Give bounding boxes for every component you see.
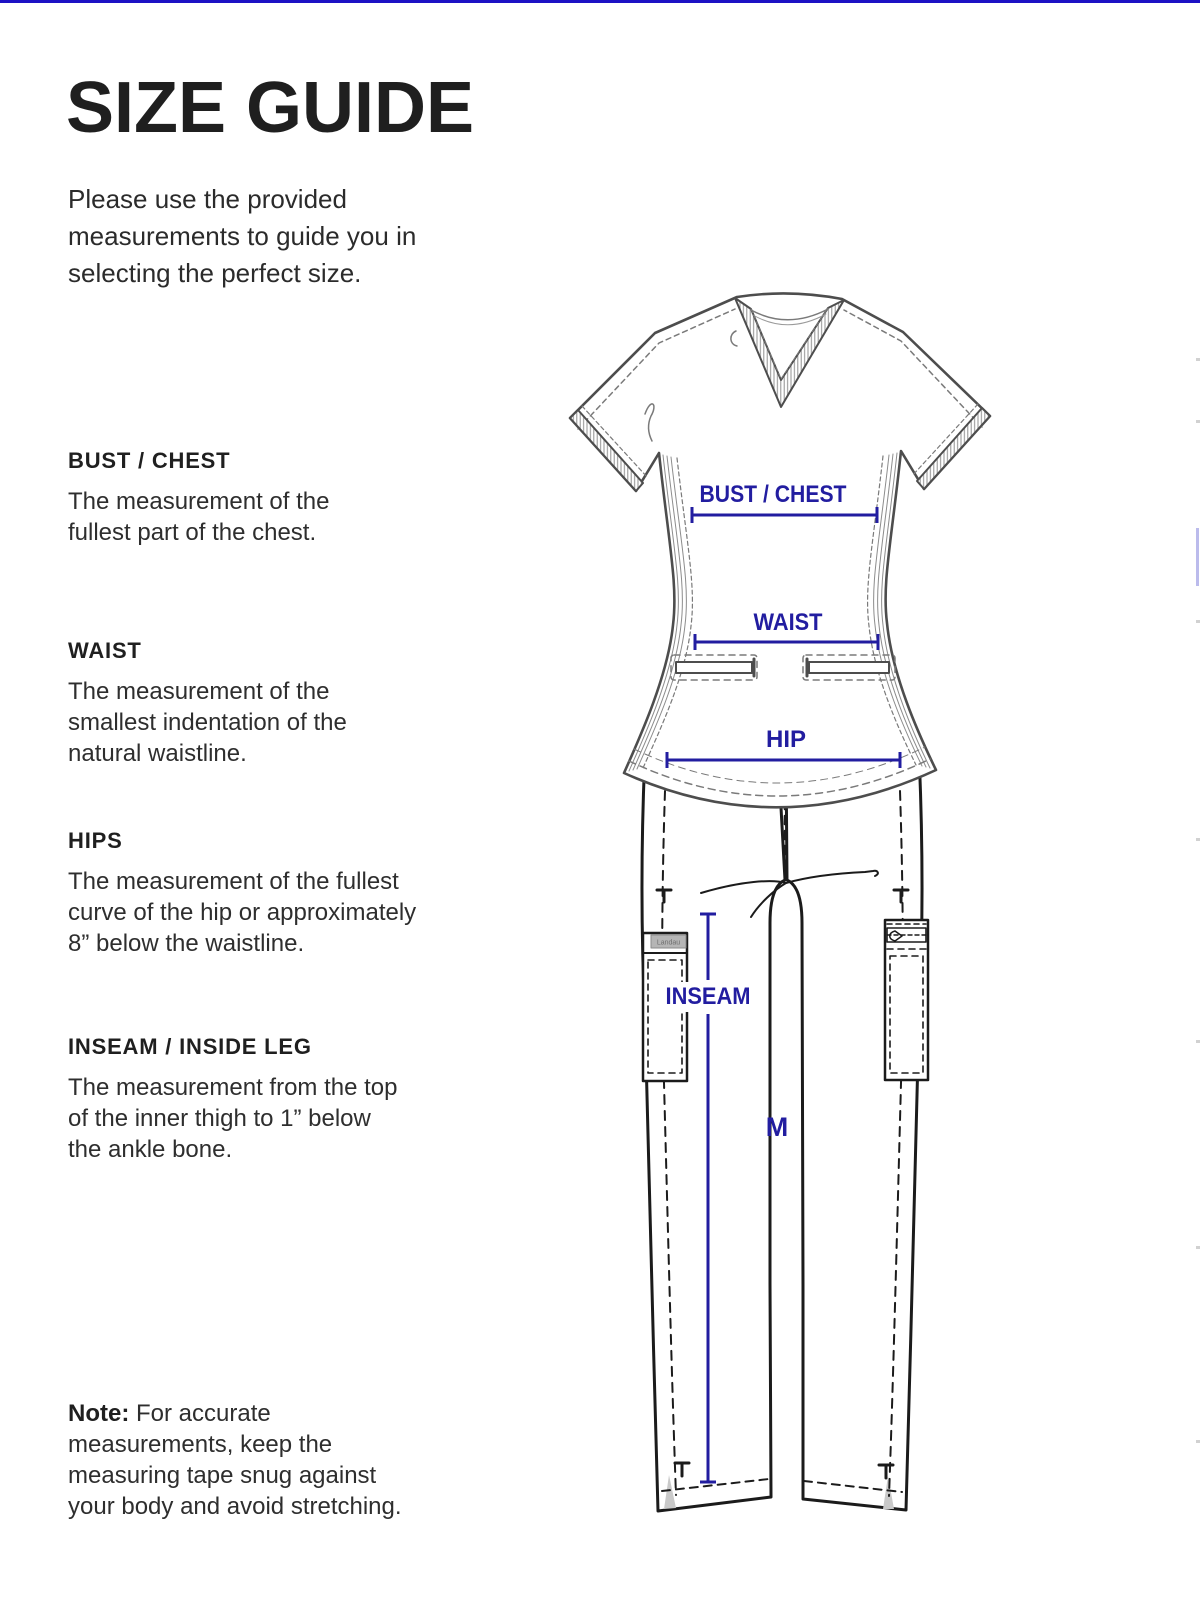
section-heading: WAIST [68,638,142,663]
section-heading: INSEAM / INSIDE LEG [68,1034,312,1059]
section-heading: BUST / CHEST [68,448,231,473]
note-text [68,1398,402,1522]
edge-artifact [1196,528,1199,586]
edge-artifact [1196,420,1200,423]
section-body-line: The measurement of the [68,488,330,515]
edge-artifact [1196,838,1200,841]
size-m-label: M [765,1112,789,1142]
note-label: Note: [68,1400,130,1427]
waist-label: WAIST [753,609,823,636]
section-body-line: 8” below the waistline. [68,930,305,957]
section-heading: HIPS [68,828,123,853]
note-line: For accurate [136,1400,271,1427]
section-body-line: of the inner thigh to 1” below [68,1105,371,1132]
bust-label: BUST / CHEST [699,481,847,508]
top-accent-bar [0,0,1200,3]
section-body-line: fullest part of the chest. [68,519,317,546]
section-body-line: smallest indentation of the [68,709,347,736]
intro-line: measurements to guide you in [68,221,417,251]
edge-artifact [1196,620,1200,623]
intro-line: Please use the provided [68,184,347,214]
edge-artifact [1196,1440,1200,1443]
size-diagram [545,283,1015,1523]
section-body-line: natural waistline. [68,740,247,767]
page-title: SIZE GUIDE [66,68,475,148]
section-body-line: curve of the hip or approximately [68,899,417,926]
edge-artifact [1196,1040,1200,1043]
intro-text [68,181,416,292]
section-body-line: the ankle bone. [68,1136,233,1163]
edge-artifact [1196,358,1200,361]
note-line: your body and avoid stretching. [68,1493,402,1520]
section-body-line: The measurement from the top [68,1074,398,1101]
note-line: measuring tape snug against [68,1462,377,1489]
section-body-line: The measurement of the fullest [68,868,399,895]
right-cargo-pocket [885,920,928,1080]
brand-tag-label: Landau [656,939,681,947]
edge-artifact [1196,1246,1200,1249]
section-body-line: The measurement of the [68,678,330,705]
hip-label: HIP [766,726,806,753]
inseam-label: INSEAM [665,983,751,1010]
intro-line: selecting the perfect size. [68,258,362,288]
section-hips [68,828,416,959]
note-line: measurements, keep the [68,1431,333,1458]
section-bust-chest [68,448,329,548]
section-waist [68,638,347,769]
section-inseam [68,1034,397,1165]
